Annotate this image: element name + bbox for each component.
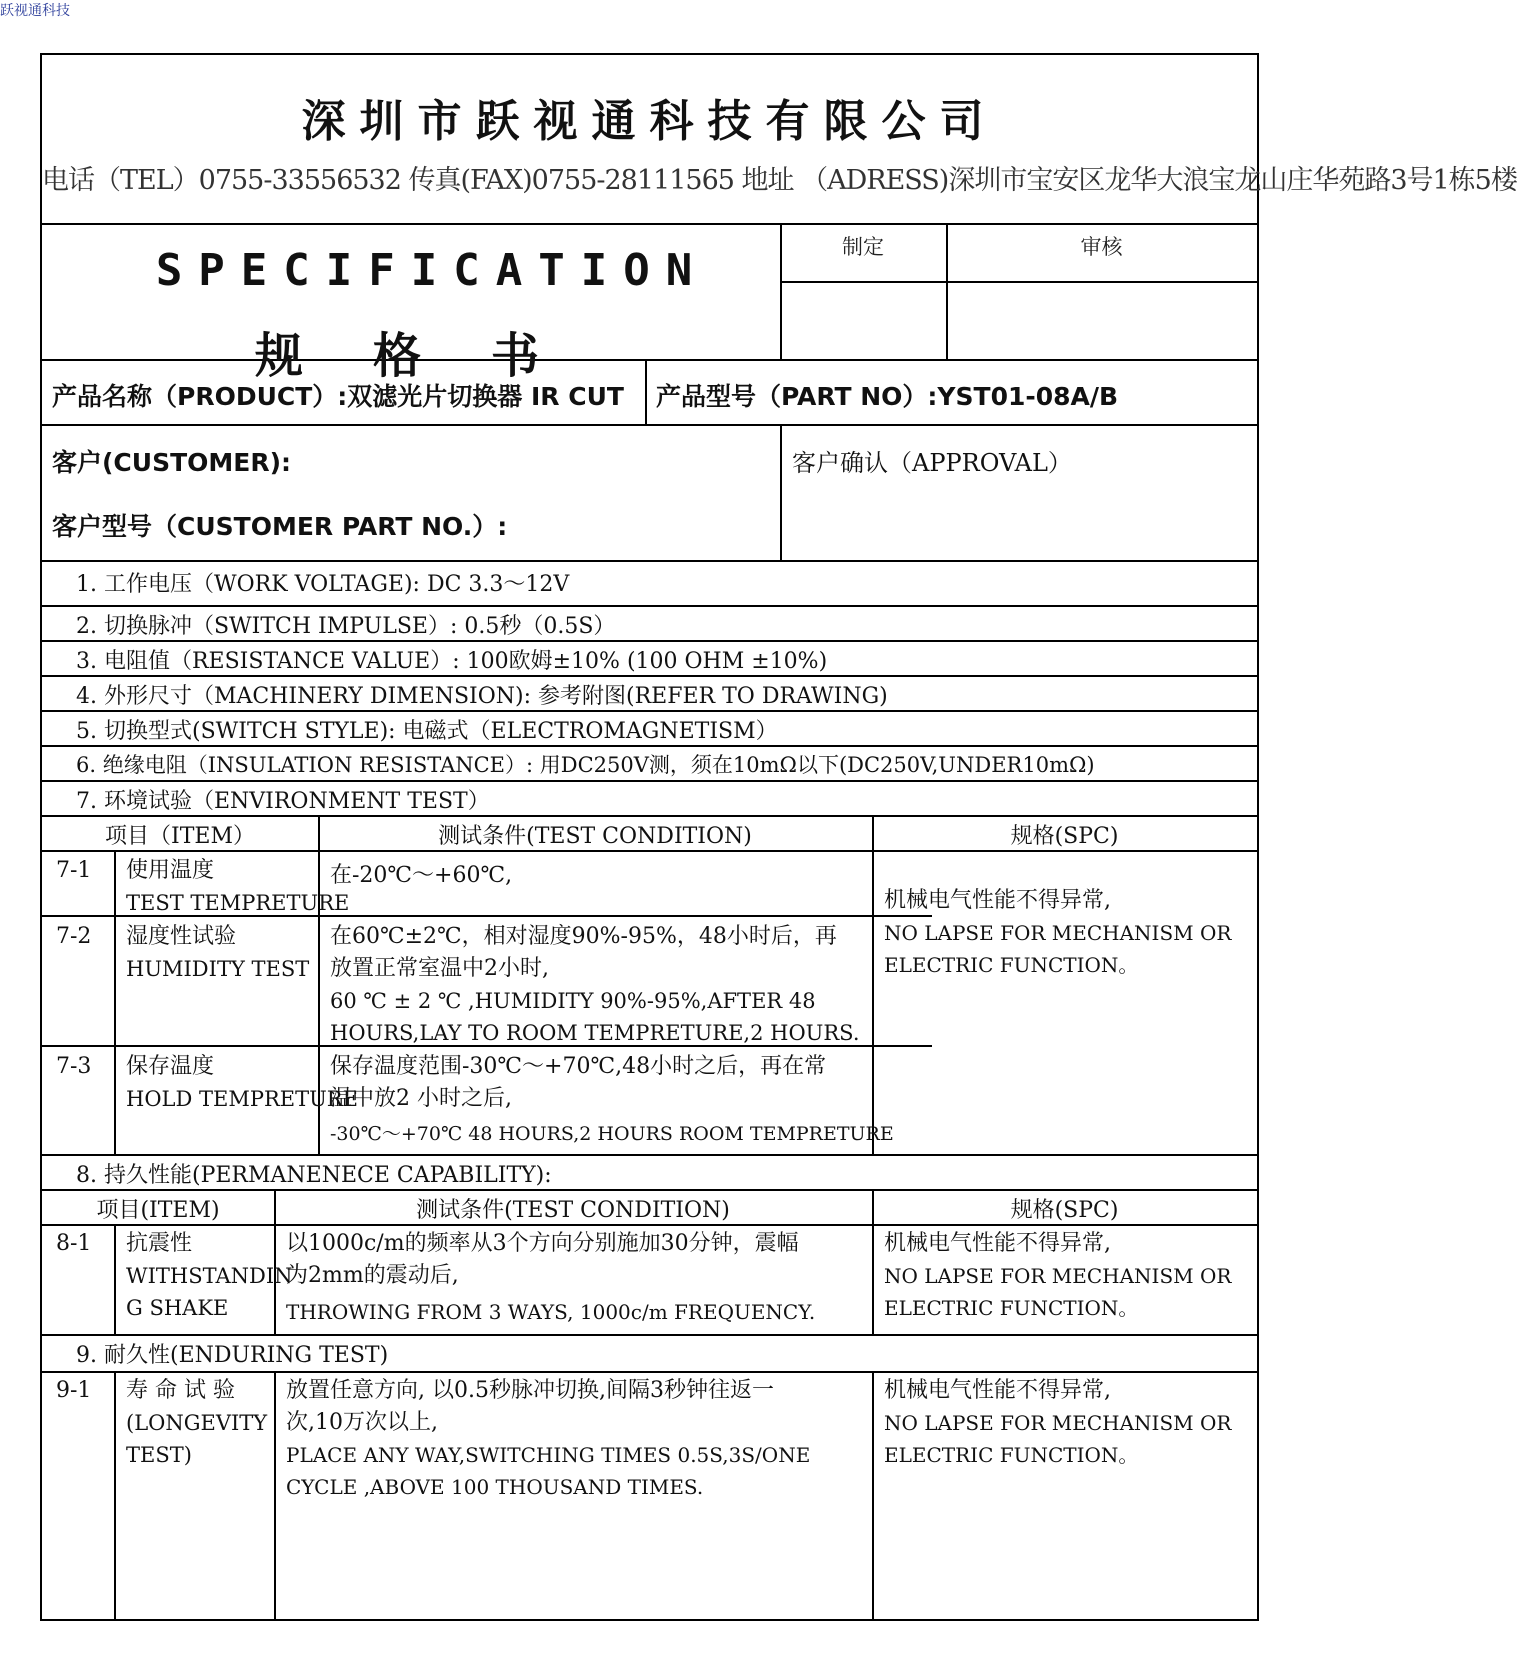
- endure-row-condition: PLACE ANY WAY,SWITCHING TIMES 0.5S,3S/ONE: [286, 1443, 811, 1467]
- env-row-item-en: TEST TEMPRETURE: [126, 891, 350, 915]
- env-spc-line: ELECTRIC FUNCTION。: [884, 953, 1139, 977]
- env-row-condition: 60 ℃ ± 2 ℃ ,HUMIDITY 90%-95%,AFTER 48: [330, 989, 816, 1013]
- company-contact: 电话（TEL）0755-33556532 传真(FAX)0755-28111565 地址 （ADRESS)深圳市宝安区龙华大浪宝龙山庄华苑路3号1栋5楼: [42, 165, 1517, 196]
- env-row-id: 7-3: [56, 1054, 92, 1079]
- spec-line-1: 1. 工作电压（WORK VOLTAGE): DC 3.3～12V: [76, 572, 570, 597]
- endure-spc-line: ELECTRIC FUNCTION。: [884, 1443, 1139, 1467]
- env-row-item-en: HUMIDITY TEST: [126, 957, 310, 981]
- customer-label: 客户(CUSTOMER):: [52, 448, 292, 477]
- perm-header-condition: 测试条件(TEST CONDITION): [416, 1198, 730, 1223]
- env-row-item-cn: 保存温度: [126, 1054, 215, 1079]
- endure-title: 9. 耐久性(ENDURING TEST): [76, 1343, 389, 1368]
- env-row-condition: -30℃～+70℃ 48 HOURS,2 HOURS ROOM TEMPRETURE: [330, 1123, 894, 1145]
- customer-part-label: 客户型号（CUSTOMER PART NO.）:: [52, 512, 508, 541]
- perm-row-item: 抗震性: [126, 1231, 193, 1256]
- endure-row-condition: 次,10万次以上,: [286, 1410, 438, 1435]
- env-row-condition: HOURS,LAY TO ROOM TEMPRETURE,2 HOURS.: [330, 1021, 860, 1045]
- env-row-condition: 保存温度范围-30℃～+70℃,48小时之后，再在常: [330, 1054, 827, 1079]
- spec-line-5: 5. 切换型式(SWITCH STYLE): 电磁式（ELECTROMAGNETISM）: [76, 719, 778, 744]
- perm-row-item: WITHSTANDIN: [126, 1264, 293, 1288]
- made-by-label: 制定: [842, 235, 884, 259]
- perm-row-item: G SHAKE: [126, 1296, 229, 1320]
- endure-row-condition: 放置任意方向, 以0.5秒脉冲切换,间隔3秒钟往返一: [286, 1378, 774, 1403]
- env-row-condition: 在-20℃～+60℃,: [330, 863, 513, 888]
- env-row-item-cn: 湿度性试验: [126, 924, 237, 949]
- spec-line-6: 6. 绝缘电阻（INSULATION RESISTANCE）: 用DC250V测，须在10mΩ以下(DC250V,UNDER10mΩ): [76, 753, 1095, 777]
- env-spc-line: NO LAPSE FOR MECHANISM OR: [884, 921, 1232, 945]
- product-name: 产品名称（PRODUCT）:双滤光片切换器 IR CUT: [52, 382, 624, 411]
- endure-row-item: (LONGEVITY: [126, 1411, 268, 1435]
- spec-line-4: 4. 外形尺寸（MACHINERY DIMENSION): 参考附图(REFER TO DRAWING): [76, 684, 888, 709]
- spec-line-7: 7. 环境试验（ENVIRONMENT TEST）: [76, 789, 490, 814]
- product-part-no: 产品型号（PART NO）:YST01-08A/B: [656, 382, 1119, 411]
- perm-spc-line: 机械电气性能不得异常,: [884, 1231, 1111, 1256]
- env-row-condition: 温中放2 小时之后,: [330, 1086, 512, 1111]
- endure-row-condition: CYCLE ,ABOVE 100 THOUSAND TIMES.: [286, 1475, 704, 1499]
- endure-spc-line: 机械电气性能不得异常,: [884, 1378, 1111, 1403]
- perm-header-item: 项目(ITEM): [96, 1198, 220, 1223]
- review-label: 审核: [1080, 235, 1123, 259]
- env-row-id: 7-2: [56, 924, 92, 949]
- perm-header-spc: 规格(SPC): [1010, 1198, 1119, 1223]
- env-header-condition: 测试条件(TEST CONDITION): [438, 824, 752, 849]
- approval-label: 客户确认（APPROVAL）: [792, 449, 1072, 477]
- env-spc-line: 机械电气性能不得异常,: [884, 888, 1111, 913]
- company-name: 深圳市跃视通科技有限公司: [301, 96, 998, 147]
- spec-line-2: 2. 切换脉冲（SWITCH IMPULSE）: 0.5秒（0.5S）: [76, 614, 616, 639]
- env-row-condition: 放置正常室温中2小时,: [330, 956, 549, 981]
- endure-spc-line: NO LAPSE FOR MECHANISM OR: [884, 1411, 1232, 1435]
- env-row-item-cn: 使用温度: [126, 858, 215, 883]
- env-header-spc: 规格(SPC): [1010, 824, 1119, 849]
- env-header-item: 项目（ITEM）: [105, 824, 255, 849]
- perm-row-condition: 以1000c/m的频率从3个方向分别施加30分钟，震幅: [286, 1231, 799, 1256]
- spec-title-en: SPECIFICATION: [155, 245, 709, 296]
- endure-row-item: TEST): [126, 1443, 192, 1467]
- page-header: 跃视通科技: [0, 3, 70, 19]
- perm-row-id: 8-1: [56, 1231, 92, 1256]
- endure-row-id: 9-1: [56, 1378, 92, 1403]
- env-row-id: 7-1: [56, 858, 92, 883]
- endure-row-item: 寿 命 试 验: [126, 1378, 235, 1403]
- spec-title-cn: 规格书: [254, 328, 609, 384]
- spec-sheet: [40, 53, 1517, 1621]
- perm-row-condition: THROWING FROM 3 WAYS, 1000c/m FREQUENCY.: [286, 1300, 816, 1324]
- perm-spc-line: ELECTRIC FUNCTION。: [884, 1296, 1139, 1320]
- env-row-condition: 在60℃±2℃，相对湿度90%-95%，48小时后，再: [330, 924, 837, 949]
- perm-spc-line: NO LAPSE FOR MECHANISM OR: [884, 1264, 1232, 1288]
- spec-line-3: 3. 电阻值（RESISTANCE VALUE）: 100欧姆±10% (100 OHM ±10%): [76, 649, 828, 674]
- perm-title: 8. 持久性能(PERMANENECE CAPABILITY):: [76, 1163, 552, 1188]
- perm-row-condition: 为2mm的震动后,: [286, 1263, 459, 1288]
- env-row-item-en: HOLD TEMPRETURE: [126, 1087, 358, 1111]
